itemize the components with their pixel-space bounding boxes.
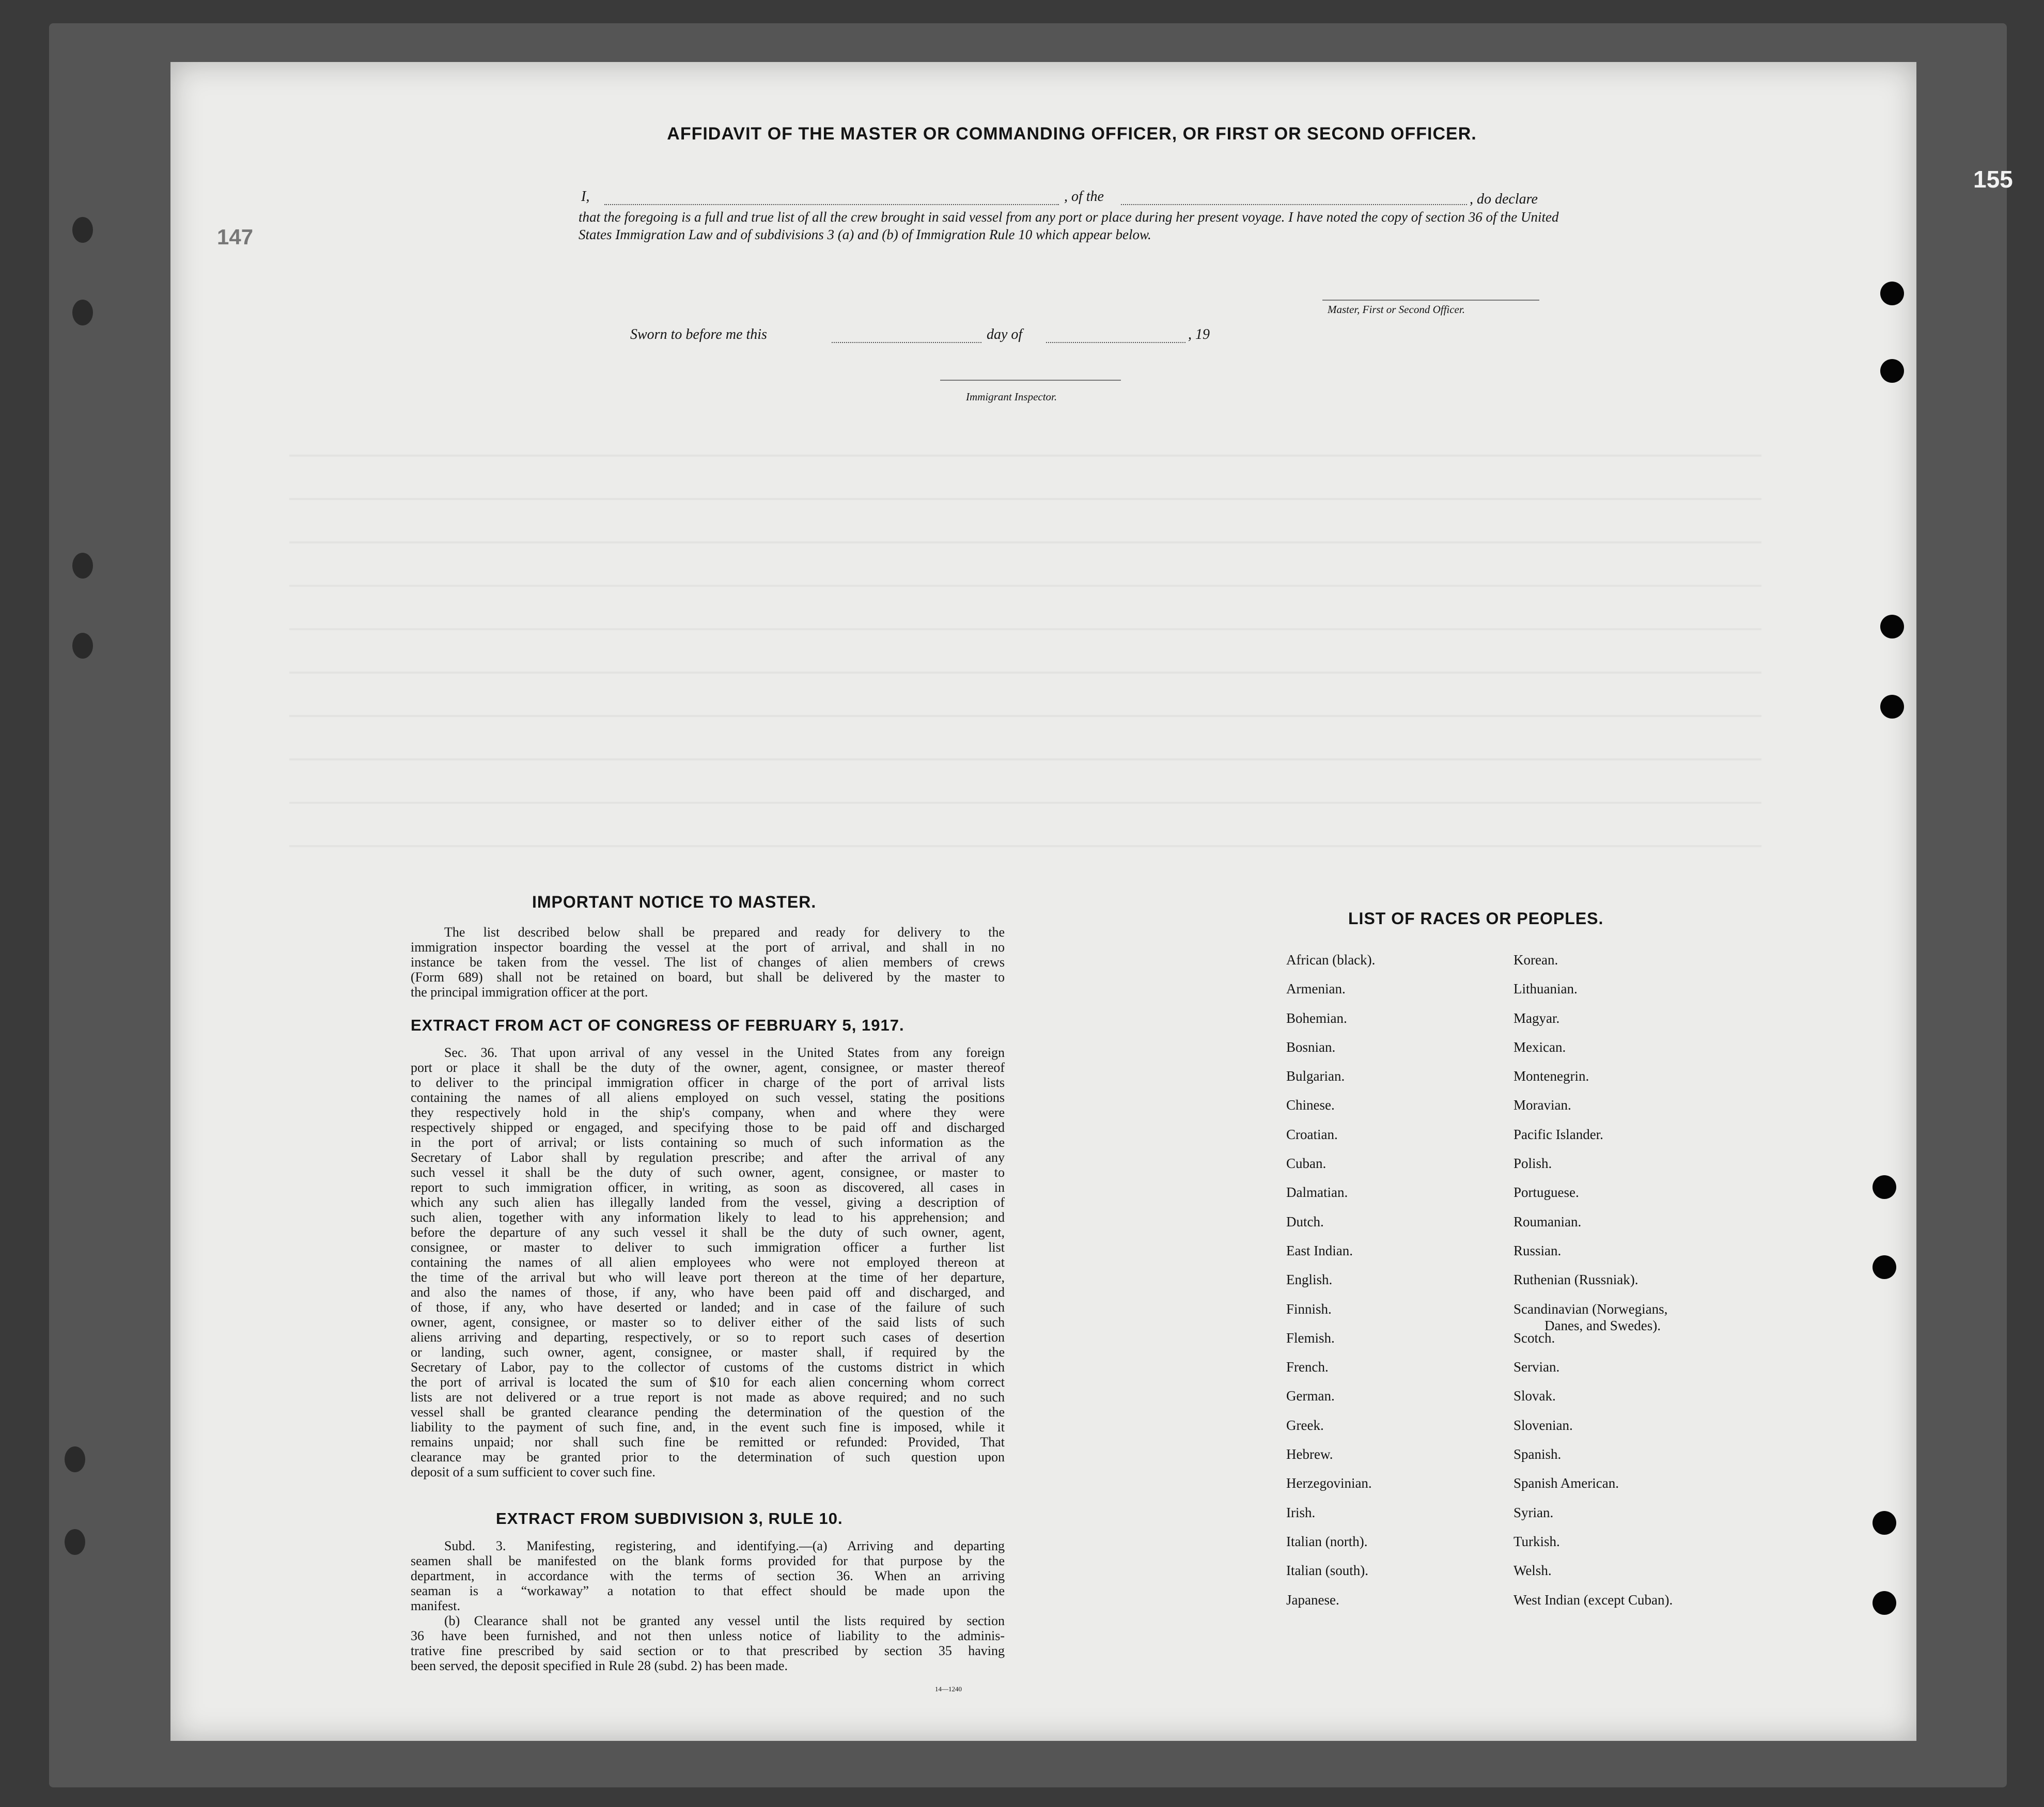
name-blank-line xyxy=(604,204,1059,205)
punch-hole xyxy=(1880,615,1904,638)
rule-line: trative fine prescribed by said section or to that prescribed by section 35 having xyxy=(411,1643,1005,1658)
act-line: report to such immigration officer, in writing, as soon as discovered, all cases in xyxy=(411,1180,1005,1195)
race-item: Dalmatian. xyxy=(1286,1185,1348,1201)
rule-line: (b) Clearance shall not be granted any vessel until the lists required by section xyxy=(444,1613,1005,1628)
rule-line: seaman is a “workaway” a notation to that effect should be made upon the xyxy=(411,1583,1005,1598)
race-item: Polish. xyxy=(1514,1156,1552,1172)
year-text: , 19 xyxy=(1188,326,1210,342)
race-item: French. xyxy=(1286,1359,1329,1375)
race-item: Roumanian. xyxy=(1514,1213,1582,1229)
punch-hole xyxy=(1873,1511,1896,1535)
act-line: port or place it shall be the duty of the owner, agent, consignee, or master thereof xyxy=(411,1060,1005,1075)
act-line: vessel shall be granted clearance pending the determination of the question of the xyxy=(411,1405,1005,1420)
race-item: German. xyxy=(1286,1388,1335,1404)
rule-line: 36 have been furnished, and not then unless notice of liability to the adminis- xyxy=(411,1628,1005,1643)
act-line: the port of arrival is located the sum of $10 for each alien concerning whom correct xyxy=(411,1375,1005,1390)
race-item: Welsh. xyxy=(1514,1563,1552,1579)
affidavit-statement xyxy=(579,208,1560,243)
rule-extract-title: EXTRACT FROM SUBDIVISION 3, RULE 10. xyxy=(496,1509,843,1528)
act-line: such vessel it shall be the duty of such owner, agent, consignee, or master to xyxy=(411,1165,1005,1180)
race-item: Mexican. xyxy=(1514,1039,1566,1055)
act-line: owner, agent, consignee, or master so to deliver either of the said lists of such xyxy=(411,1315,1005,1330)
race-item: Hebrew. xyxy=(1286,1446,1333,1462)
act-line: and also the names of those, if any, who have been paid off and discharged, and xyxy=(411,1285,1005,1300)
races-left-column xyxy=(1286,952,1375,1621)
race-item: Cuban. xyxy=(1286,1156,1327,1172)
rule-line: manifest. xyxy=(411,1598,461,1613)
race-item: Portuguese. xyxy=(1514,1185,1579,1201)
race-item: Italian (south). xyxy=(1286,1563,1368,1579)
sworn-text: Sworn to before me this xyxy=(630,326,767,342)
affidavit-i: I, xyxy=(581,189,590,205)
bleed-through-lines xyxy=(289,413,1761,878)
race-item: Bohemian. xyxy=(1286,1010,1347,1026)
act-line: which any such alien has illegally landed from the vessel, giving a description of xyxy=(411,1195,1005,1210)
act-line: containing the names of all aliens employed on such vessel, stating the positions xyxy=(411,1090,1005,1105)
inspector-label: Immigrant Inspector. xyxy=(966,391,1057,403)
affidavit-title: AFFIDAVIT OF THE MASTER OR COMMANDING OFFICER, OR FIRST OR SECOND OFFICER. xyxy=(667,124,1477,144)
race-item: Italian (north). xyxy=(1286,1533,1368,1549)
affidavit-line: that the foregoing is a full and true list of all the crew brought in said vessel from any port or place during her present voyage. xyxy=(579,209,1285,225)
act-extract-text xyxy=(411,1045,1005,1479)
act-line: before the departure of any such vessel it shall be the duty of such owner, agent, xyxy=(411,1225,1005,1240)
act-line: remains unpaid; nor shall such fine be remitted or refunded: Provided, That xyxy=(411,1435,1005,1450)
race-item: Magyar. xyxy=(1514,1010,1560,1026)
month-blank-line xyxy=(1046,342,1185,343)
race-item-scandinavian xyxy=(1514,1301,1673,1333)
race-item: Bulgarian. xyxy=(1286,1068,1345,1084)
act-line: Sec. 36. That upon arrival of any vessel in the United States from any foreign xyxy=(444,1045,1005,1060)
side-stamp: 147 xyxy=(217,225,254,249)
rule-line: seamen shall be manifested on the blank forms provided for that purpose by the xyxy=(411,1553,1005,1568)
race-item: Turkish. xyxy=(1514,1533,1560,1549)
act-line: Secretary of Labor, pay to the collector of customs of the customs district in which xyxy=(411,1360,1005,1375)
act-line: deposit of a sum sufficient to cover such fine. xyxy=(411,1465,656,1479)
notice-line: The list described below shall be prepared and ready for delivery to the xyxy=(444,925,1005,940)
page-number: 155 xyxy=(1973,166,2013,193)
punch-hole xyxy=(72,217,93,243)
punch-hole xyxy=(72,553,93,579)
race-item: Chinese. xyxy=(1286,1097,1335,1113)
rule-extract-text xyxy=(411,1538,1005,1673)
race-item: Slovenian. xyxy=(1514,1417,1573,1433)
race-item: Moravian. xyxy=(1514,1097,1571,1113)
act-line: such alien, together with any information likely to lead to his apprehension; and xyxy=(411,1210,1005,1225)
race-item: Herzegovinian. xyxy=(1286,1475,1372,1491)
race-item: Bosnian. xyxy=(1286,1039,1336,1055)
race-item: Flemish. xyxy=(1286,1330,1335,1346)
notice-line: (Form 689) shall not be retained on board, but shall be delivered by the master to xyxy=(411,970,1005,985)
race-item: Greek. xyxy=(1286,1417,1324,1433)
punch-hole xyxy=(1880,695,1904,719)
rule-line: been served, the deposit specified in Rule 28 (subd. 2) has been made. xyxy=(411,1658,788,1673)
act-line: aliens arriving and departing, respectively, or so to report such cases of desertion xyxy=(411,1330,1005,1345)
vessel-blank-line xyxy=(1121,204,1467,205)
race-item: East Indian. xyxy=(1286,1242,1353,1258)
race-item: Irish. xyxy=(1286,1504,1316,1520)
act-line: of those, if any, who have deserted or landed; and in case of the failure of such xyxy=(411,1300,1005,1315)
race-item: English. xyxy=(1286,1272,1333,1288)
act-line: containing the names of all alien employees who were not employed thereon at xyxy=(411,1255,1005,1270)
punch-hole xyxy=(1873,1255,1896,1279)
punch-hole xyxy=(1873,1175,1896,1199)
punch-hole xyxy=(65,1446,85,1472)
race-item: Syrian. xyxy=(1514,1504,1554,1520)
rule-line: department, in accordance with the terms of section 36. When an arriving xyxy=(411,1568,1005,1583)
act-line: clearance may be granted prior to the determination of such question upon xyxy=(411,1450,1005,1465)
day-blank-line xyxy=(832,342,981,343)
race-item: Scotch. xyxy=(1514,1330,1555,1346)
affidavit-line: Rule 10 which appear below. xyxy=(989,227,1151,242)
notice-title: IMPORTANT NOTICE TO MASTER. xyxy=(532,893,817,911)
signature-line xyxy=(1322,300,1539,301)
race-item: Slovak. xyxy=(1514,1388,1556,1404)
race-item: Ruthenian (Russniak). xyxy=(1514,1272,1639,1288)
act-line: respectively shipped or engaged, and specifying those to be paid off and discharged xyxy=(411,1120,1005,1135)
affidavit-line: I have noted the copy of section 36 of the United States Immigration Law and of subdivisions 3 (a) and (b) of Immigration xyxy=(579,209,1559,242)
punch-hole xyxy=(65,1529,85,1555)
race-item: Scandinavian (Norwegians, xyxy=(1514,1301,1668,1317)
punch-hole xyxy=(72,633,93,659)
act-line: they respectively hold in the ship's company, when and where they were xyxy=(411,1105,1005,1120)
punch-hole xyxy=(1880,282,1904,305)
notice-line: immigration inspector boarding the vessel at the port of arrival, and shall in no xyxy=(411,940,1005,955)
race-item: Servian. xyxy=(1514,1359,1560,1375)
act-line: the time of the arrival but who will leave port thereon at the time of her departure, xyxy=(411,1270,1005,1285)
notice-line: the principal immigration officer at the port. xyxy=(411,985,648,1000)
inspector-signature-line xyxy=(940,380,1121,381)
notice-text xyxy=(411,925,1005,1000)
punch-hole xyxy=(72,300,93,325)
form-code: 14—1240 xyxy=(935,1685,962,1693)
race-item: Pacific Islander. xyxy=(1514,1126,1603,1142)
affidavit-declare: , do declare xyxy=(1470,191,1538,207)
act-line: liability to the payment of such fine, and, in the event such fine is imposed, while it xyxy=(411,1420,1005,1435)
race-item: Dutch. xyxy=(1286,1213,1324,1229)
punch-hole xyxy=(1873,1591,1896,1615)
race-item: Russian. xyxy=(1514,1242,1562,1258)
affidavit-of-the: , of the xyxy=(1064,189,1104,205)
act-line: Secretary of Labor shall by regulation prescribe; and after the arrival of any xyxy=(411,1150,1005,1165)
signature-label: Master, First or Second Officer. xyxy=(1328,303,1465,316)
rule-line: Subd. 3. Manifesting, registering, and identifying.—(a) Arriving and departing xyxy=(444,1538,1005,1553)
race-item: Armenian. xyxy=(1286,981,1346,997)
race-item: Spanish. xyxy=(1514,1446,1562,1462)
act-line: to deliver to the principal immigration officer in charge of the port of arrival lists xyxy=(411,1075,1005,1090)
act-line: consignee, or master to deliver to such immigration officer a further list xyxy=(411,1240,1005,1255)
act-line: or landing, such owner, agent, consignee, or master shall, if required by the xyxy=(411,1345,1005,1360)
notice-line: instance be taken from the vessel. The list of changes of alien members of crews xyxy=(411,955,1005,970)
race-item: Finnish. xyxy=(1286,1301,1332,1317)
races-title: LIST OF RACES OR PEOPLES. xyxy=(1348,909,1604,928)
race-item: Lithuanian. xyxy=(1514,981,1578,997)
act-line: lists are not delivered or a true report is not made as above required; and no such xyxy=(411,1390,1005,1405)
race-item: West Indian (except Cuban). xyxy=(1514,1592,1673,1608)
race-item: Montenegrin. xyxy=(1514,1068,1589,1084)
race-item: Korean. xyxy=(1514,952,1558,968)
race-item: Spanish American. xyxy=(1514,1475,1619,1491)
race-item: Japanese. xyxy=(1286,1592,1339,1608)
race-item-continuation: Danes, and Swedes). xyxy=(1544,1317,1661,1333)
act-extract-title: EXTRACT FROM ACT OF CONGRESS OF FEBRUARY 5, 1917. xyxy=(411,1016,904,1034)
day-of-text: day of xyxy=(987,326,1023,342)
race-item: Croatian. xyxy=(1286,1126,1338,1142)
races-right-column xyxy=(1514,952,1673,1621)
punch-hole xyxy=(1880,359,1904,383)
race-item: African (black). xyxy=(1286,952,1376,968)
act-line: in the port of arrival; or lists containing so much of such information as the xyxy=(411,1135,1005,1150)
